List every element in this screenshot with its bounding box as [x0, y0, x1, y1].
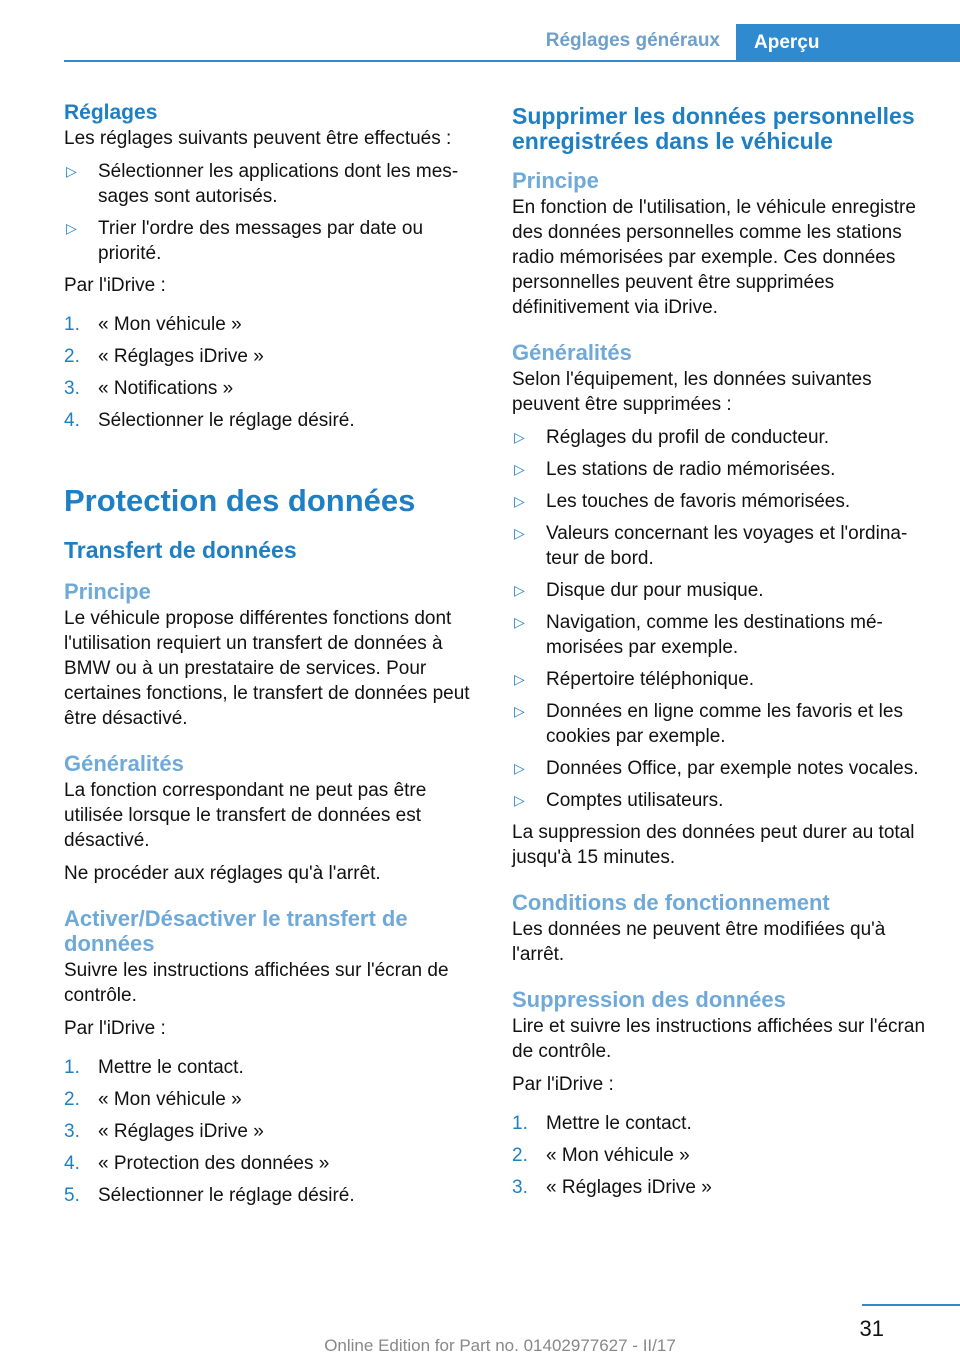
- step-item: 3. « Réglages iDrive »: [64, 1121, 264, 1142]
- step-item: 2. « Réglages iDrive »: [64, 346, 264, 367]
- list-item: ▷ Valeurs concernant les voyages et l'ordinateur de bord.: [514, 523, 908, 569]
- list-item: ▷ Données en ligne comme les favoris et les cookies par exemple.: [514, 701, 903, 747]
- reglages-bullet-list: [64, 159, 480, 266]
- page-number-rule: [862, 1304, 960, 1306]
- step-item: 3. « Réglages iDrive »: [512, 1177, 712, 1198]
- generalites-text: La fonction correspondant ne peut pas être utilisée lorsque le transfert de données est désactivé.: [64, 780, 427, 851]
- step-item: 4. Sélectionner le réglage désiré.: [64, 410, 355, 431]
- bullet-triangle-icon: ▷: [514, 429, 525, 445]
- list-item: ▷ Les touches de favoris mémorisées.: [514, 491, 851, 512]
- left-column: [64, 100, 480, 1215]
- list-item: ▷ Réglages du profil de conducteur.: [514, 427, 830, 448]
- bullet-triangle-icon: ▷: [514, 525, 525, 541]
- step-item: 3. « Notifications »: [64, 378, 234, 399]
- donnees-bullet-list: [512, 425, 928, 813]
- right-column: [512, 100, 928, 1207]
- generalites-note: Ne procéder aux réglages qu'à l'arrêt.: [64, 863, 381, 884]
- list-item: ▷ Disque dur pour musique.: [514, 580, 764, 601]
- par-idrive-label: Par l'iDrive :: [512, 1074, 614, 1095]
- reglages-heading: Réglages: [64, 101, 158, 124]
- bullet-triangle-icon: ▷: [514, 614, 525, 630]
- list-item: ▷ Sélectionner les applications dont les messages sont autorisés.: [66, 161, 459, 207]
- principe-heading: Principe: [64, 579, 151, 604]
- bullet-triangle-icon: ▷: [514, 760, 525, 776]
- activer-text: Suivre les instructions affichées sur l'écran de contrôle.: [64, 960, 449, 1006]
- bullet-triangle-icon: ▷: [66, 163, 77, 179]
- principe-heading: Principe: [512, 168, 599, 193]
- conditions-heading: Conditions de fonctionnement: [512, 890, 830, 915]
- list-item: ▷ Comptes utilisateurs.: [514, 790, 724, 811]
- section-tab: Aperçu: [736, 24, 960, 62]
- principe-text: En fonction de l'utilisation, le véhicule enregistre des données personnelles comme les stations radio mémorisées par exemple. Ces données personnelles peuvent être supprimées définitivement via iDrive.: [512, 197, 916, 318]
- page-number: 31: [859, 1316, 884, 1341]
- suppression-text: Lire et suivre les instructions affichées sur l'écran de contrôle.: [512, 1016, 926, 1062]
- principe-text: Le véhicule propose différentes fonctions dont l'utilisation requiert un transfert de données à BMW ou à un prestataire de services. Pour certaines fonctions, le transfert de données peut être désactivé.: [64, 608, 470, 729]
- protection-heading: Protection des données: [64, 483, 416, 518]
- conditions-text: Les données ne peuvent être modifiées qu'à l'arrêt.: [512, 919, 886, 965]
- bullet-triangle-icon: ▷: [514, 461, 525, 477]
- reglages-steps: [64, 312, 480, 433]
- par-idrive-label: Par l'iDrive :: [64, 1018, 166, 1039]
- edition-footer: Online Edition for Part no. 01402977627 - II/17: [324, 1336, 676, 1355]
- list-item: ▷ Navigation, comme les destinations mémorisées par exemple.: [514, 612, 883, 658]
- bullet-triangle-icon: ▷: [66, 220, 77, 236]
- step-item: 1. Mettre le contact.: [512, 1113, 692, 1134]
- step-item: 4. « Protection des données »: [64, 1153, 330, 1174]
- suppression-steps: [512, 1111, 928, 1200]
- par-idrive-label: Par l'iDrive :: [64, 275, 166, 296]
- suppression-heading: Suppression des données: [512, 987, 786, 1012]
- list-item: ▷ Trier l'ordre des messages par date ou priorité.: [66, 218, 424, 264]
- bullet-triangle-icon: ▷: [514, 671, 525, 687]
- list-item: ▷ Les stations de radio mémorisées.: [514, 459, 836, 480]
- bullet-triangle-icon: ▷: [514, 493, 525, 509]
- activer-steps: [64, 1055, 480, 1208]
- step-item: 2. « Mon véhicule »: [512, 1145, 690, 1166]
- generalites-heading: Généralités: [64, 751, 184, 776]
- breadcrumb: Réglages généraux: [545, 30, 720, 51]
- supprimer-heading: Supprimer les données personnelles enregistrées dans le véhicule: [512, 103, 915, 154]
- generalites-text: Selon l'équipement, les données suivantes peuvent être supprimées :: [512, 369, 872, 415]
- activer-heading: Activer/Désactiver le transfert de données: [64, 906, 408, 956]
- bullet-triangle-icon: ▷: [514, 582, 525, 598]
- bullet-triangle-icon: ▷: [514, 792, 525, 808]
- step-item: 5. Sélectionner le réglage désiré.: [64, 1185, 355, 1206]
- generalites-heading: Généralités: [512, 340, 632, 365]
- list-item: ▷ Données Office, par exemple notes vocales.: [514, 758, 919, 779]
- header-rule: [64, 60, 960, 62]
- step-item: 1. « Mon véhicule »: [64, 314, 242, 335]
- duree-text: La suppression des données peut durer au total jusqu'à 15 minutes.: [512, 822, 915, 868]
- step-item: 1. Mettre le contact.: [64, 1057, 244, 1078]
- reglages-intro: Les réglages suivants peuvent être effectués :: [64, 128, 452, 149]
- step-item: 2. « Mon véhicule »: [64, 1089, 242, 1110]
- transfert-heading: Transfert de données: [64, 537, 297, 563]
- bullet-triangle-icon: ▷: [514, 703, 525, 719]
- list-item: ▷ Répertoire téléphonique.: [514, 669, 755, 690]
